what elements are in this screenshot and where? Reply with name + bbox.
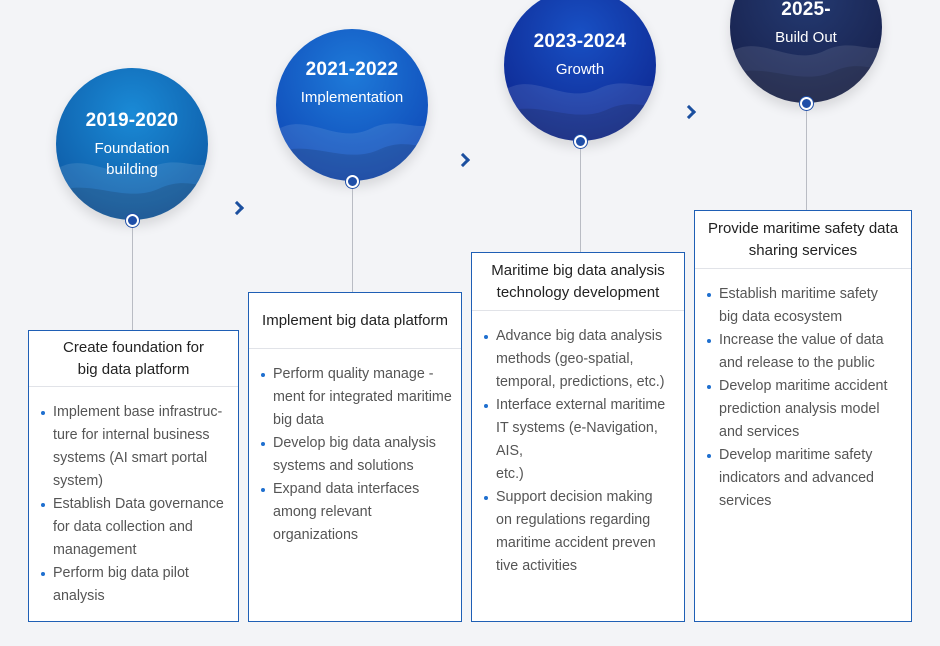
heading-line: technology development xyxy=(496,283,660,301)
bullet-line: prediction analysis model xyxy=(719,401,880,417)
bullet-line: big data ecosystem xyxy=(719,309,843,325)
heading-line: Provide maritime safety data xyxy=(707,219,899,237)
bullet-item xyxy=(695,444,911,513)
stage-circle-text xyxy=(56,110,208,180)
stage-card xyxy=(694,210,912,622)
bullet-line: etc.) xyxy=(496,466,524,482)
bullet-line: and services xyxy=(719,424,800,440)
bullet-line: system) xyxy=(53,473,104,489)
bullet-line: IT systems (e-Navigation, AIS, xyxy=(496,420,658,459)
stage-bullet-list xyxy=(472,311,684,578)
stage-circle xyxy=(56,68,208,220)
stage-circle-text xyxy=(504,31,656,80)
bullet-line: maritime accident preven xyxy=(496,535,656,551)
stage-label-line: Foundation xyxy=(94,140,170,157)
stage-circle xyxy=(504,0,656,141)
heading-line: Maritime big data analysis xyxy=(491,261,665,279)
bullet-line: Establish maritime safety xyxy=(719,286,878,302)
bullet-line: systems (AI smart portal xyxy=(53,450,208,466)
bullet-line: and release to the public xyxy=(719,355,875,371)
stage-heading-text xyxy=(262,310,448,332)
stage-circle xyxy=(276,29,428,181)
stage-label-line: Implementation xyxy=(300,89,404,106)
bullet-line: Implement base infrastruc- xyxy=(53,404,223,420)
heading-line: Implement big data platform xyxy=(262,311,448,329)
bullet-line: systems and solutions xyxy=(273,458,414,474)
bullet-line: Establish Data governance xyxy=(53,496,224,512)
stage-bullet-list xyxy=(249,349,461,547)
bullet-line: big data xyxy=(273,412,324,428)
stage-label-line: building xyxy=(106,161,158,178)
chevron-right-icon xyxy=(230,201,244,215)
bullet-item xyxy=(249,478,461,547)
bullet-item xyxy=(695,375,911,444)
chevron-right-icon xyxy=(456,153,470,167)
chevron-right-icon xyxy=(682,105,696,119)
bullet-item xyxy=(472,325,684,394)
bullet-line: ture for internal business xyxy=(53,427,210,443)
stage-bullet-list xyxy=(695,269,911,513)
bullet-item xyxy=(472,486,684,578)
stage-card xyxy=(28,330,239,622)
connector-line xyxy=(806,103,807,210)
bullet-line: for data collection and xyxy=(53,519,193,535)
stage-year: 2021-2022 xyxy=(305,59,399,80)
stage-card xyxy=(471,252,685,622)
bullet-line: Perform big data pilot xyxy=(53,565,189,581)
timeline-dot xyxy=(574,135,587,148)
stage-heading xyxy=(472,253,684,311)
heading-line: sharing services xyxy=(748,241,858,259)
bullet-line: methods (geo-spatial, xyxy=(496,351,634,367)
stage-heading xyxy=(695,211,911,269)
bullet-line: Interface external maritime xyxy=(496,397,666,413)
stage-label-line: Build Out xyxy=(775,29,837,46)
stage-heading xyxy=(29,331,238,387)
connector-line xyxy=(132,220,133,330)
stage-circle-text xyxy=(730,0,882,48)
stage-label xyxy=(56,138,208,180)
stage-circle-text xyxy=(276,59,428,108)
bullet-line: ment for integrated maritime xyxy=(273,389,452,405)
bullet-line: services xyxy=(719,493,772,509)
stage-heading-text xyxy=(491,260,664,304)
stage-label xyxy=(504,59,656,80)
bullet-item xyxy=(695,283,911,329)
stage-year: 2023-2024 xyxy=(533,31,627,52)
bullet-line: analysis xyxy=(53,588,105,604)
timeline-dot xyxy=(126,214,139,227)
stage-year: 2025- xyxy=(781,0,831,20)
bullet-line: indicators and advanced xyxy=(719,470,874,486)
bullet-item xyxy=(29,493,238,562)
timeline-dot xyxy=(800,97,813,110)
bullet-line: Perform quality manage - xyxy=(273,366,434,382)
bullet-line: management xyxy=(53,542,137,558)
stage-card xyxy=(248,292,462,622)
bullet-line: tive activities xyxy=(496,558,578,574)
heading-line: big data platform xyxy=(77,360,190,378)
bullet-item xyxy=(472,394,684,486)
stage-heading-text xyxy=(708,218,898,262)
stage-label-line: Growth xyxy=(555,61,605,78)
stage-label xyxy=(276,87,428,108)
stage-label xyxy=(730,27,882,48)
connector-line xyxy=(580,141,581,252)
bullet-line: Develop big data analysis xyxy=(273,435,436,451)
bullet-line: Increase the value of data xyxy=(719,332,884,348)
bullet-line: Support decision making xyxy=(496,489,653,505)
stage-year: 2019-2020 xyxy=(85,110,179,131)
bullet-item xyxy=(695,329,911,375)
bullet-line: Advance big data analysis xyxy=(496,328,663,344)
bullet-line: Develop maritime safety xyxy=(719,447,873,463)
timeline-dot xyxy=(346,175,359,188)
stage-heading xyxy=(249,293,461,349)
heading-line: Create foundation for xyxy=(63,338,204,356)
bullet-line: Expand data interfaces xyxy=(273,481,420,497)
stage-heading-text xyxy=(63,337,204,381)
bullet-item xyxy=(29,562,238,608)
stage-bullet-list xyxy=(29,387,238,608)
bullet-line: temporal, predictions, etc.) xyxy=(496,374,665,390)
connector-line xyxy=(352,181,353,292)
bullet-line: among relevant organizations xyxy=(273,504,372,543)
bullet-item xyxy=(249,432,461,478)
bullet-item xyxy=(249,363,461,432)
bullet-item xyxy=(29,401,238,493)
stage-circle xyxy=(730,0,882,103)
bullet-line: Develop maritime accident xyxy=(719,378,888,394)
bullet-line: on regulations regarding xyxy=(496,512,651,528)
